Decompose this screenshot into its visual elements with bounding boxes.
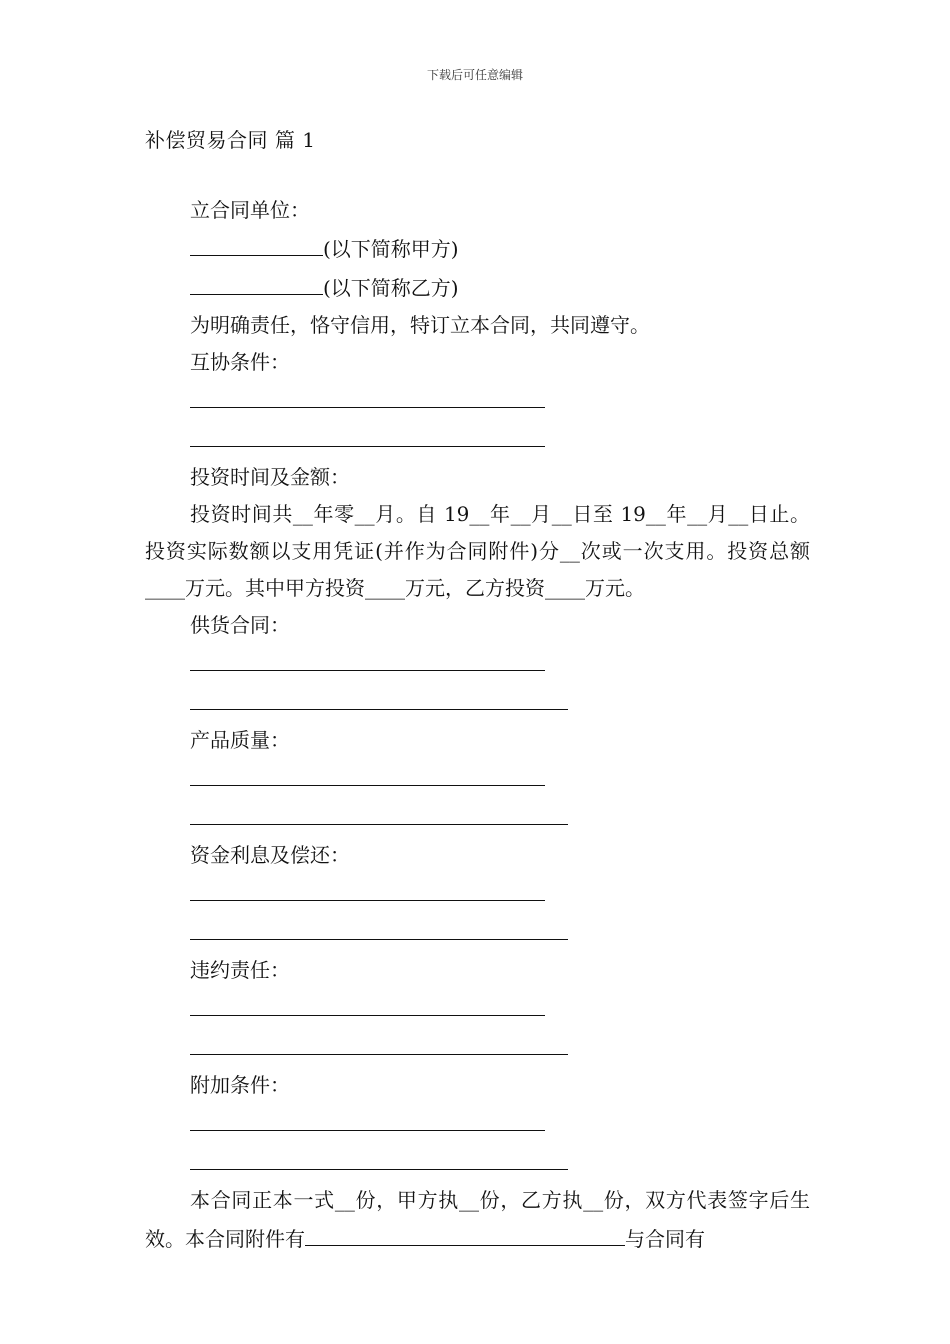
breach-blank-2[interactable] — [145, 1028, 810, 1067]
parties-label: 立合同单位： — [190, 198, 310, 222]
investment-text: 投资时间共__年零__月。自 19__年__月__日至 19__年__月__日止。投资实际数额以支用凭证(并作为合同附件)分__次或一次支用。投资总额____万元。其中甲方投资____万元，乙方投资____万元。 — [145, 502, 810, 600]
annex-blank[interactable] — [305, 1219, 625, 1246]
closing-text-2: 与合同有 — [625, 1227, 705, 1251]
quality-blank-1[interactable] — [145, 759, 810, 798]
interest-label: 资金利息及偿还： — [190, 843, 350, 867]
cooperation-label: 互协条件： — [190, 350, 290, 374]
party-a-suffix: (以下简称甲方) — [323, 237, 459, 261]
party-b-line — [145, 268, 810, 307]
cooperation-blank-1[interactable] — [145, 381, 810, 420]
investment-label: 投资时间及金额： — [190, 465, 350, 489]
party-a-line — [145, 229, 810, 268]
party-b-blank[interactable] — [190, 268, 323, 295]
interest-blank-1[interactable] — [145, 874, 810, 913]
preamble: 为明确责任，恪守信用，特订立本合同，共同遵守。 — [190, 313, 650, 337]
page-header: 下载后可任意编辑 — [426, 68, 523, 82]
breach-label: 违约责任： — [190, 958, 290, 982]
breach-blank-1[interactable] — [145, 989, 810, 1028]
interest-blank-2[interactable] — [145, 913, 810, 952]
quality-label: 产品质量： — [190, 728, 290, 752]
additional-label: 附加条件： — [190, 1073, 290, 1097]
supply-blank-1[interactable] — [145, 644, 810, 683]
document-title: 补偿贸易合同 篇 1 — [145, 128, 316, 152]
supply-blank-2[interactable] — [145, 683, 810, 722]
document-body — [145, 192, 810, 1258]
cooperation-blank-2[interactable] — [145, 420, 810, 459]
supply-label: 供货合同： — [190, 613, 290, 637]
party-a-blank[interactable] — [190, 229, 323, 256]
party-b-suffix: (以下简称乙方) — [323, 276, 459, 300]
additional-blank-1[interactable] — [145, 1104, 810, 1143]
additional-blank-2[interactable] — [145, 1143, 810, 1182]
closing-text-1: 本合同正本一式__份，甲方执__份，乙方执__份，双方代表签字后生效。本合同附件有 — [145, 1188, 810, 1251]
quality-blank-2[interactable] — [145, 798, 810, 837]
closing-paragraph — [145, 1182, 810, 1258]
